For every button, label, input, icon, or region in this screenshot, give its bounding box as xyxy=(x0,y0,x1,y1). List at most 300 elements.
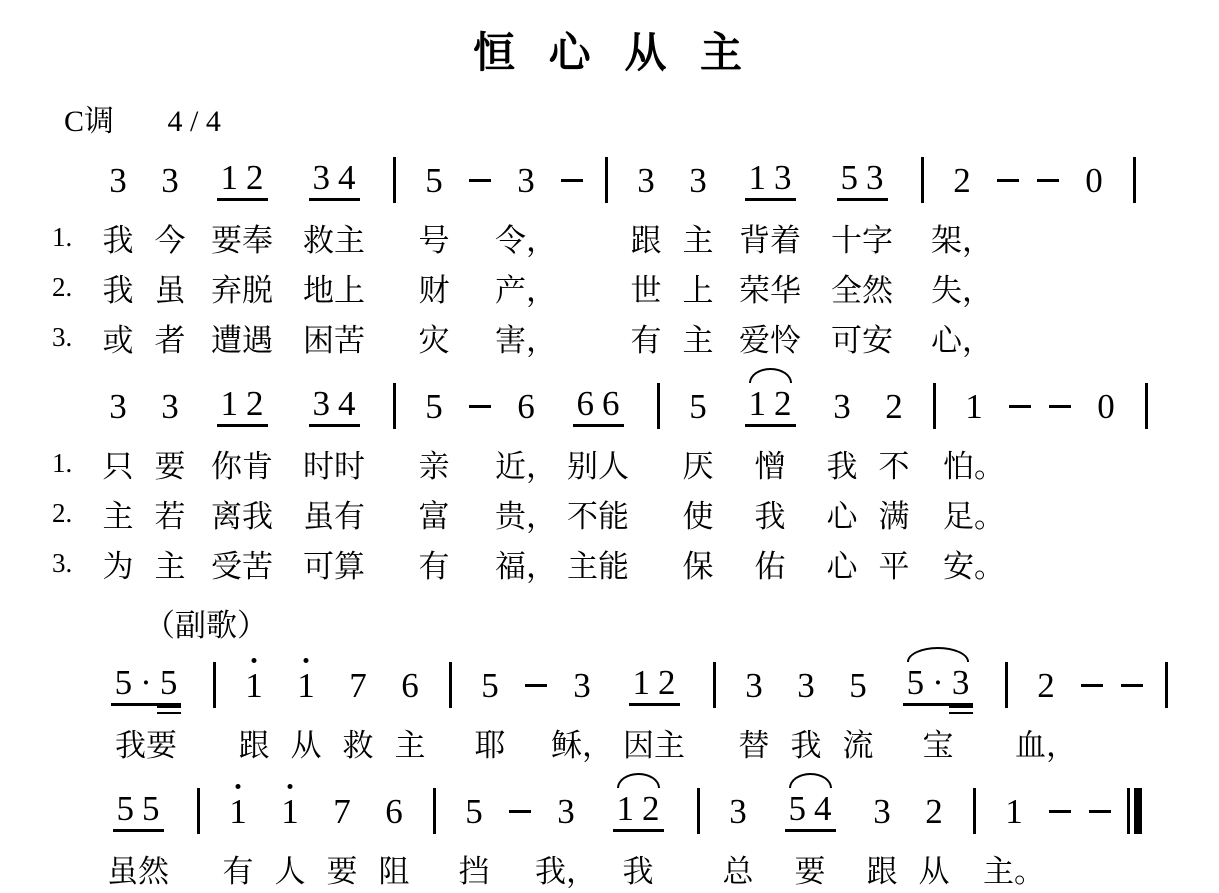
note-group xyxy=(613,788,664,832)
barline xyxy=(1005,662,1008,708)
note-group xyxy=(685,386,711,426)
music-cell xyxy=(700,653,728,717)
music-cell xyxy=(464,653,516,717)
note-digit: 2 xyxy=(642,788,660,828)
lyric-syllable: 害， xyxy=(495,322,557,358)
duration-dash xyxy=(1089,810,1111,813)
score-column xyxy=(264,779,316,893)
lyric-syllable xyxy=(380,538,408,588)
verse-system-2 xyxy=(50,374,1219,588)
final-barline xyxy=(1127,788,1142,834)
music-cell xyxy=(556,653,608,717)
lyric-syllable xyxy=(460,212,500,262)
barline xyxy=(1133,157,1136,203)
lyric-syllable xyxy=(1068,312,1120,362)
score-column xyxy=(408,374,460,588)
music-cell xyxy=(184,779,212,843)
music-cell xyxy=(1040,779,1080,843)
lyric-syllable xyxy=(1068,262,1120,312)
verse-number: 2. xyxy=(52,497,73,528)
lyric-syllable: 足。 xyxy=(943,498,1005,534)
score-column xyxy=(1015,653,1077,767)
note-digit: 3 xyxy=(689,160,707,200)
lyric-syllable: 或 xyxy=(102,322,134,358)
score-column xyxy=(816,148,908,362)
lyric-syllable: 遭遇 xyxy=(211,322,273,358)
lyric-syllable xyxy=(644,538,672,588)
lyric-syllable: 从 xyxy=(918,853,950,889)
music-cell xyxy=(1072,653,1112,717)
music-cell xyxy=(212,779,264,843)
lyric-syllable: 我 xyxy=(754,498,786,534)
score-column xyxy=(228,653,280,767)
music-cell xyxy=(288,148,380,212)
note-digit: 5 xyxy=(114,662,133,702)
lyric-syllable: 我 xyxy=(622,853,654,889)
music-cell xyxy=(672,148,724,212)
lyric-syllable: 上 xyxy=(682,272,714,308)
score-column xyxy=(1068,148,1120,362)
score-column xyxy=(1040,779,1080,893)
music-cell xyxy=(780,653,832,717)
lyric-syllable xyxy=(436,717,464,767)
lyric-syllable: 从 xyxy=(290,727,322,763)
note-digit: 5 xyxy=(425,160,443,200)
lyric-syllable: 失， xyxy=(931,272,993,308)
lyric-syllable xyxy=(380,212,408,262)
lyric-syllable: 心 xyxy=(826,548,858,584)
note-group xyxy=(881,386,907,426)
note-group xyxy=(381,791,407,831)
music-cell xyxy=(408,148,460,212)
note-group xyxy=(217,383,268,427)
lyric-syllable: 令， xyxy=(495,222,557,258)
score-column xyxy=(184,779,212,893)
lyric-syllable xyxy=(1000,488,1040,538)
note-group xyxy=(633,160,659,200)
octave-dot xyxy=(236,784,241,789)
lyric-syllable xyxy=(460,488,500,538)
note-group xyxy=(629,662,680,706)
lyric-syllable xyxy=(1040,438,1080,488)
lyric-syllable xyxy=(1080,438,1132,488)
lyric-syllable: 满 xyxy=(878,498,910,534)
music-cell xyxy=(384,653,436,717)
lyric-syllable: 虽有 xyxy=(303,498,365,534)
score-column xyxy=(144,148,196,362)
verse-number: 2. xyxy=(52,271,73,302)
lyric-syllable xyxy=(1000,538,1040,588)
lyric-syllable: 世 xyxy=(630,272,662,308)
music-cell xyxy=(1132,374,1160,438)
verse-number: 1. xyxy=(52,447,73,478)
music-cell xyxy=(1000,374,1040,438)
score-column xyxy=(288,148,380,362)
music-cell xyxy=(592,779,684,843)
lyric-syllable: 虽然 xyxy=(107,853,169,889)
duration-dash xyxy=(469,179,491,182)
music-spacer xyxy=(50,374,92,438)
score-column xyxy=(212,779,264,893)
note-digit: 1 xyxy=(220,157,238,197)
music-cell xyxy=(992,653,1020,717)
note-group xyxy=(785,788,836,832)
lyric-syllable xyxy=(516,717,556,767)
lyric-syllable xyxy=(644,438,672,488)
note-digit: 3 xyxy=(774,157,792,197)
note-group xyxy=(217,157,268,201)
music-cell xyxy=(1080,374,1132,438)
lyric-syllable: 总 xyxy=(722,853,754,889)
slur-arc xyxy=(749,368,792,383)
note-digit: 1 xyxy=(241,668,267,703)
music-cell xyxy=(620,148,672,212)
lyric-syllable: 地上 xyxy=(303,272,365,308)
note-digit: 1 xyxy=(220,383,238,423)
note-digit: 5 xyxy=(788,788,806,828)
lyric-syllable xyxy=(460,312,500,362)
lyric-syllable xyxy=(684,843,712,893)
time-signature: 4 / 4 xyxy=(167,105,221,138)
lyric-syllable: 主 xyxy=(154,548,186,584)
lyric-syllable: 人 xyxy=(274,853,306,889)
score-column xyxy=(92,779,184,893)
duration-dash xyxy=(1009,405,1031,408)
lyric-syllable: 架， xyxy=(931,222,993,258)
music-cell xyxy=(908,779,960,843)
note-group xyxy=(903,662,974,706)
lyric-syllable: 十字 xyxy=(831,222,893,258)
music-cell xyxy=(1040,374,1080,438)
score-column xyxy=(1112,653,1152,767)
lyric-syllable: 我 xyxy=(102,272,134,308)
score-column xyxy=(832,653,884,767)
score-column xyxy=(856,779,908,893)
score-column xyxy=(712,779,764,893)
lyric-syllable: 者 xyxy=(154,322,186,358)
music-cell xyxy=(264,779,316,843)
lyric-syllable: 只 xyxy=(102,448,134,484)
score-column xyxy=(92,653,200,767)
note-digit: 6 xyxy=(602,383,620,423)
lyric-syllable xyxy=(380,438,408,488)
lyric-syllable: 我要 xyxy=(115,727,177,763)
lyric-syllable xyxy=(380,262,408,312)
note-group xyxy=(157,160,183,200)
lyric-syllable: 我 xyxy=(826,448,858,484)
note-digit: 2 xyxy=(1037,665,1055,705)
music-cell xyxy=(460,374,500,438)
lyric-syllable: 有 xyxy=(630,322,662,358)
score-column xyxy=(200,653,228,767)
lyric-syllable: 主 xyxy=(394,727,426,763)
lyric-syllable xyxy=(592,262,620,312)
score-column xyxy=(943,374,1005,588)
note-group xyxy=(293,665,319,705)
score-column xyxy=(280,653,332,767)
lyric-syllable: 平 xyxy=(878,548,910,584)
note-digit: 3 xyxy=(161,160,179,200)
note-digit: 5 xyxy=(116,788,134,828)
lyric-syllable: 要 xyxy=(154,448,186,484)
music-cell xyxy=(832,653,884,717)
score-column xyxy=(196,374,288,588)
note-group xyxy=(869,791,895,831)
music-cell xyxy=(1068,148,1120,212)
lyric-syllable xyxy=(1028,262,1068,312)
note-group xyxy=(741,665,767,705)
note-group xyxy=(421,386,447,426)
slur-arc xyxy=(907,647,970,662)
song-title: 恒 心 从 主 xyxy=(472,29,746,76)
lyric-syllable xyxy=(1040,843,1080,893)
barline xyxy=(393,383,396,429)
lyric-syllable xyxy=(1080,488,1132,538)
note-digit: 4 xyxy=(814,788,832,828)
music-cell xyxy=(1120,779,1148,843)
lyric-syllable: 要 xyxy=(326,853,358,889)
lyric-syllable: 稣， xyxy=(551,727,613,763)
score-column xyxy=(592,779,684,893)
music-cell xyxy=(92,374,144,438)
note-digit: 3 xyxy=(729,791,747,831)
lyric-syllable xyxy=(1028,212,1068,262)
note-digit: 0 xyxy=(1097,386,1115,426)
music-cell xyxy=(144,374,196,438)
note-group xyxy=(397,665,423,705)
music-cell xyxy=(332,653,384,717)
lyric-syllable: 要奉 xyxy=(211,222,273,258)
note-digit: 1 xyxy=(965,386,983,426)
music-spacer xyxy=(50,653,92,717)
score-column xyxy=(196,148,288,362)
lyric-syllable: 安。 xyxy=(943,548,1005,584)
music-cell xyxy=(368,779,420,843)
lyric-syllable: 主能 xyxy=(567,548,629,584)
lyric-syllable xyxy=(592,312,620,362)
lyric-syllable xyxy=(1120,262,1148,312)
music-cell xyxy=(764,779,856,843)
note-digit: 4 xyxy=(338,157,356,197)
music-cell xyxy=(672,374,724,438)
duration-dash xyxy=(1037,179,1059,182)
note-digit: 2 xyxy=(246,157,264,197)
note-digit: 3 xyxy=(637,160,655,200)
duration-dash xyxy=(1049,405,1071,408)
note-digit: 3 xyxy=(312,157,330,197)
barline xyxy=(433,788,436,834)
note-digit: 3 xyxy=(948,665,974,700)
lyric-syllable: 挡 xyxy=(458,853,490,889)
lyric-syllable xyxy=(1132,438,1160,488)
lyric-syllable xyxy=(1072,717,1112,767)
lyric-syllable: 主 xyxy=(682,222,714,258)
lyric-syllable: 跟 xyxy=(630,222,662,258)
music-cell xyxy=(516,653,556,717)
music-cell xyxy=(908,148,936,212)
note-digit: 7 xyxy=(349,665,367,705)
note-digit: · xyxy=(932,662,944,702)
lyric-syllable: 背着 xyxy=(739,222,801,258)
note-group xyxy=(105,160,131,200)
note-group xyxy=(745,383,796,427)
lyric-syllable: 别人 xyxy=(567,448,629,484)
lyric-syllable xyxy=(1120,843,1148,893)
music-cell xyxy=(280,653,332,717)
lyric-syllable xyxy=(1040,538,1080,588)
duration-dash xyxy=(561,179,583,182)
music-cell xyxy=(92,148,144,212)
score-column xyxy=(380,374,408,588)
note-digit: 3 xyxy=(873,791,891,831)
note-group xyxy=(793,665,819,705)
score-column xyxy=(1120,148,1148,362)
verse-number: 1. xyxy=(52,221,73,252)
music-cell xyxy=(540,779,592,843)
note-digit: 5 xyxy=(849,665,867,705)
verse-system-1 xyxy=(50,148,1219,362)
verse-number-column xyxy=(50,779,92,893)
note-digit: 3 xyxy=(109,386,127,426)
note-group xyxy=(569,665,595,705)
score-column xyxy=(931,148,993,362)
barline xyxy=(973,788,976,834)
music-cell xyxy=(1120,148,1148,212)
lyric-syllable: 憎 xyxy=(754,448,786,484)
lyric-syllable: 有 xyxy=(418,548,450,584)
music-cell xyxy=(608,653,700,717)
lyric-syllable xyxy=(552,212,592,262)
note-group xyxy=(277,791,303,831)
music-cell xyxy=(684,779,712,843)
lyric-syllable xyxy=(1040,488,1080,538)
lyric-syllable: 贵， xyxy=(495,498,557,534)
music-cell xyxy=(1020,653,1072,717)
note-digit: 1 xyxy=(748,383,766,423)
note-digit: 5 xyxy=(840,157,858,197)
lyric-syllable xyxy=(644,488,672,538)
music-cell xyxy=(988,148,1028,212)
barline xyxy=(197,788,200,834)
lyric-syllable: 困苦 xyxy=(303,322,365,358)
note-group xyxy=(309,157,360,201)
score-column xyxy=(672,374,724,588)
octave-dot xyxy=(252,658,257,663)
score-column xyxy=(1000,374,1040,588)
lyric-syllable: 虽 xyxy=(154,272,186,308)
lyric-syllable: 主。 xyxy=(983,853,1045,889)
barline xyxy=(1165,662,1168,708)
lyric-syllable: 佑 xyxy=(754,548,786,584)
note-digit: 5 xyxy=(689,386,707,426)
note-group xyxy=(1033,665,1059,705)
note-digit: 3 xyxy=(557,791,575,831)
note-group xyxy=(745,157,796,201)
music-cell xyxy=(316,779,368,843)
note-digit: 5 xyxy=(906,662,925,702)
note-group xyxy=(225,791,251,831)
lyric-syllable xyxy=(1120,312,1148,362)
lyric-syllable: 号 xyxy=(418,222,450,258)
lyric-syllable xyxy=(1068,212,1120,262)
verse-number xyxy=(50,843,92,893)
lyric-syllable: 跟 xyxy=(238,727,270,763)
lyric-syllable: 你肯 xyxy=(211,448,273,484)
music-cell xyxy=(724,148,816,212)
chorus-section-label: （副歌） xyxy=(144,608,268,643)
note-group xyxy=(329,791,355,831)
note-group xyxy=(573,383,624,427)
note-digit: 2 xyxy=(925,791,943,831)
lyric-syllable: 主 xyxy=(102,498,134,534)
music-cell xyxy=(920,374,948,438)
note-group xyxy=(421,160,447,200)
lyric-syllable: 今 xyxy=(154,222,186,258)
lyric-syllable: 为 xyxy=(102,548,134,584)
score-column xyxy=(1028,148,1068,362)
score-column xyxy=(288,374,380,588)
note-group xyxy=(1081,160,1107,200)
music-cell xyxy=(288,374,380,438)
note-digit: 6 xyxy=(385,791,403,831)
lyric-syllable xyxy=(500,843,540,893)
duration-dash xyxy=(469,405,491,408)
note-digit: 1 xyxy=(1005,791,1023,831)
note-digit: 5 xyxy=(425,386,443,426)
sixteenth-lines xyxy=(157,706,181,714)
note-digit: 5 xyxy=(481,665,499,705)
lyric-syllable: 可算 xyxy=(303,548,365,584)
music-spacer xyxy=(50,779,92,843)
score-column xyxy=(983,779,1045,893)
lyric-syllable: 阻 xyxy=(378,853,410,889)
note-digit: 2 xyxy=(774,383,792,423)
lyric-syllable: 我， xyxy=(535,853,597,889)
note-group xyxy=(685,160,711,200)
duration-dash xyxy=(1081,684,1103,687)
lyric-syllable xyxy=(420,843,448,893)
score-column xyxy=(448,779,500,893)
barline xyxy=(393,157,396,203)
lyric-syllable: 我 xyxy=(790,727,822,763)
music-cell xyxy=(816,374,868,438)
music-cell xyxy=(408,374,460,438)
score-column xyxy=(1152,653,1180,767)
lyric-syllable: 弃脱 xyxy=(211,272,273,308)
verse-number: 3. xyxy=(52,321,73,352)
lyric-syllable xyxy=(1000,438,1040,488)
score-column xyxy=(884,653,992,767)
sixteenth-lines xyxy=(949,706,973,714)
score-column xyxy=(92,148,144,362)
lyric-syllable xyxy=(460,438,500,488)
barline xyxy=(933,383,936,429)
lyric-syllable: 不能 xyxy=(567,498,629,534)
lyric-syllable xyxy=(988,312,1028,362)
note-digit: 3 xyxy=(312,383,330,423)
music-cell xyxy=(936,148,988,212)
note-digit: 2 xyxy=(953,160,971,200)
lyric-syllable: 可安 xyxy=(831,322,893,358)
lyric-syllable xyxy=(988,262,1028,312)
note-group xyxy=(725,791,751,831)
barline xyxy=(657,383,660,429)
music-cell xyxy=(436,653,464,717)
score-column xyxy=(380,148,408,362)
score-column xyxy=(384,653,436,767)
barline xyxy=(713,662,716,708)
music-cell xyxy=(380,148,408,212)
